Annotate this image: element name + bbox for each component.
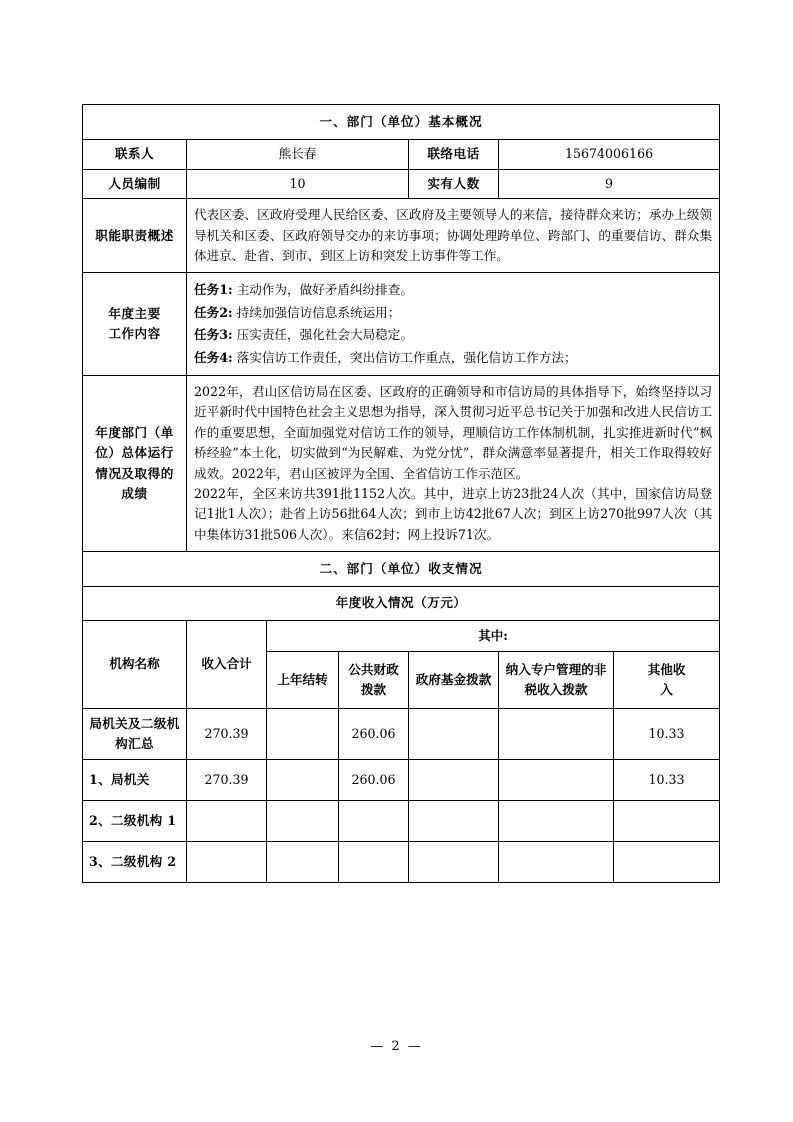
main-document-table — [82, 104, 720, 883]
col-header-total: 收入合计 — [187, 620, 267, 708]
income-subtitle: 年度收入情况（万元） — [83, 587, 720, 620]
cell-other: 10.33 — [614, 709, 720, 760]
task-text: 持续加强信访信息系统运用； — [236, 304, 401, 320]
cell-gov-fund — [409, 801, 499, 842]
contact-value: 熊长春 — [187, 140, 409, 169]
table-row — [83, 801, 720, 842]
phone-label: 联络电话 — [409, 140, 499, 169]
section2-title: 二、部门（单位）收支情况 — [83, 552, 720, 587]
col-header-carryover: 上年结转 — [267, 652, 339, 709]
cell-other — [614, 842, 720, 883]
task-item — [194, 324, 712, 346]
row-label: 3、二级机构 2 — [83, 842, 187, 883]
cell-gov-fund — [409, 842, 499, 883]
staffing-label: 人员编制 — [83, 169, 187, 198]
task-item — [194, 279, 712, 301]
performance-text — [187, 375, 720, 551]
cell-public-finance — [339, 801, 409, 842]
annual-work-tasks — [187, 273, 720, 376]
duties-text: 代表区委、区政府受理人民给区委、区政府及主要领导人的来信，接待群众来访；承办上级领导机关和区委、区政府领导交办的来访事项；协调处理跨单位、跨部门、的重要信访、群众集体进京、赴省、到市、到区上访和突发上访事件等工作。 — [187, 199, 720, 273]
col-header-public-finance: 公共财政拨款 — [339, 652, 409, 709]
contact-label: 联系人 — [83, 140, 187, 169]
staffing-row — [83, 169, 720, 198]
income-header-row-1 — [83, 620, 720, 651]
section1-title: 一、部门（单位）基本概况 — [83, 105, 720, 140]
section1-title-row — [83, 105, 720, 140]
cell-total — [187, 842, 267, 883]
staffing-value: 10 — [187, 169, 409, 198]
cell-total: 270.39 — [187, 760, 267, 801]
cell-gov-fund — [409, 709, 499, 760]
task-item — [194, 302, 712, 324]
row-label: 局机关及二级机构汇总 — [83, 709, 187, 760]
cell-public-finance — [339, 842, 409, 883]
cell-non-tax — [499, 801, 614, 842]
cell-total — [187, 801, 267, 842]
task-name: 任务2: — [194, 304, 233, 320]
task-text: 主动作为，做好矛盾纠纷排查。 — [236, 282, 413, 298]
task-text: 压实责任，强化社会大局稳定。 — [236, 327, 413, 343]
page-number: — 2 — — [370, 1039, 423, 1054]
cell-other: 10.33 — [614, 760, 720, 801]
cell-carryover — [267, 801, 339, 842]
cell-public-finance: 260.06 — [339, 760, 409, 801]
table-row — [83, 842, 720, 883]
cell-carryover — [267, 709, 339, 760]
annual-work-row — [83, 273, 720, 376]
annual-work-label-line2: 工作内容 — [108, 326, 161, 342]
performance-row — [83, 375, 720, 551]
task-text: 落实信访工作责任，突出信访工作重点，强化信访工作方法； — [236, 349, 577, 365]
cell-non-tax — [499, 760, 614, 801]
annual-work-label-line1: 年度主要 — [108, 305, 161, 321]
contact-row — [83, 140, 720, 169]
annual-work-label — [83, 273, 187, 376]
cell-public-finance: 260.06 — [339, 709, 409, 760]
duties-row — [83, 199, 720, 273]
cell-gov-fund — [409, 760, 499, 801]
col-header-gov-fund: 政府基金拨款 — [409, 652, 499, 709]
task-name: 任务3: — [194, 327, 233, 343]
cell-non-tax — [499, 842, 614, 883]
cell-total: 270.39 — [187, 709, 267, 760]
performance-paragraph-1: 2022年，君山区信访局在区委、区政府的正确领导和市信访局的具体指导下，始终坚持以习近平新时代中国特色社会主义思想为指导，深入贯彻习近平总书记关于加强和改进人民信访工作的重要思想，全面加强党对信访工作的领导，理顺信访工作体制机制，扎实推进新时代“枫桥经验”本土化，切实做到“为民解难、为党分忧”，群众满意率显著提升，相关工作取得较好成效。2022年，君山区被评为全国、全省信访工作示范区。 — [194, 383, 713, 481]
actual-headcount-value: 9 — [499, 169, 720, 198]
performance-paragraph-2: 2022年，全区来访共391批1152人次。其中，进京上访23批24人次（其中，国家信访局登记1批1人次）；赴省上访56批64人次；到市上访42批67人次；到区上访270批997人次（其中集体访31批506人次）。来信62封；网上投诉71次。 — [194, 485, 713, 542]
col-header-institution: 机构名称 — [83, 620, 187, 708]
actual-headcount-label: 实有人数 — [409, 169, 499, 198]
section2-title-row — [83, 552, 720, 587]
table-row — [83, 760, 720, 801]
task-name: 任务4: — [194, 349, 233, 365]
income-subtitle-row — [83, 587, 720, 620]
cell-other — [614, 801, 720, 842]
col-header-other: 其他收入 — [614, 652, 720, 709]
performance-label: 年度部门（单位）总体运行情况及取得的成绩 — [83, 375, 187, 551]
phone-value: 15674006166 — [499, 140, 720, 169]
col-header-of-which: 其中: — [267, 620, 720, 651]
task-item — [194, 347, 712, 369]
cell-carryover — [267, 760, 339, 801]
duties-label: 职能职责概述 — [83, 199, 187, 273]
task-name: 任务1: — [194, 282, 233, 298]
row-label: 2、二级机构 1 — [83, 801, 187, 842]
table-row — [83, 709, 720, 760]
row-label: 1、局机关 — [83, 760, 187, 801]
cell-non-tax — [499, 709, 614, 760]
col-header-non-tax: 纳入专户管理的非税收入拨款 — [499, 652, 614, 709]
cell-carryover — [267, 842, 339, 883]
